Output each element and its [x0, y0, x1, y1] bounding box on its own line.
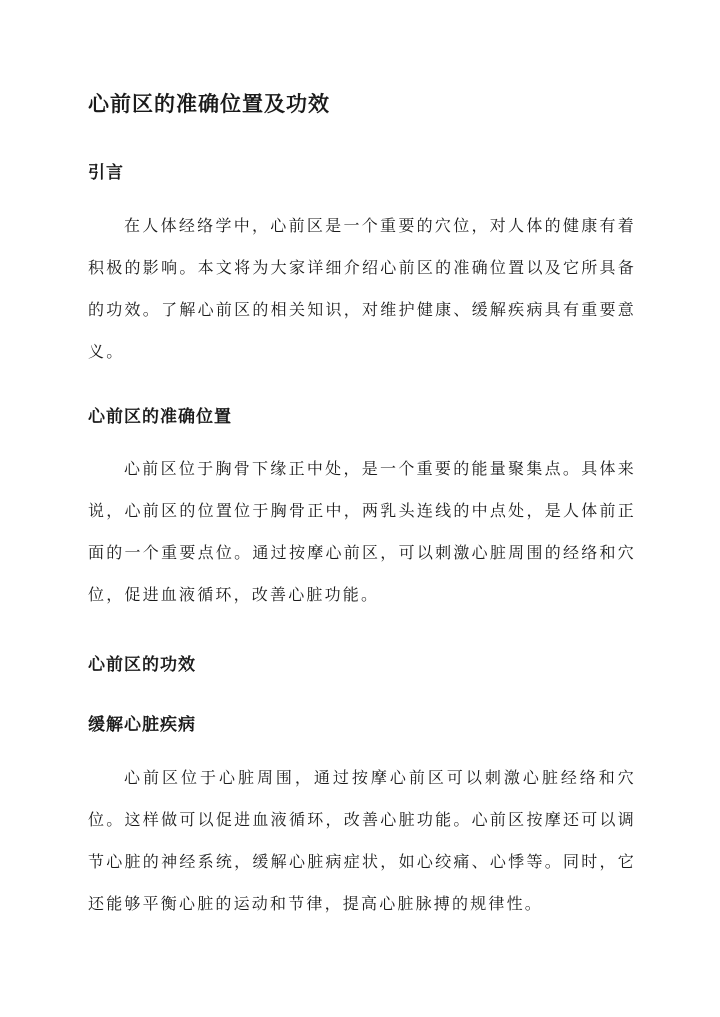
page-title: 心前区的准确位置及功效 [88, 91, 330, 116]
section-heading-intro: 引言 [88, 163, 124, 183]
intro-paragraph: 在人体经络学中，心前区是一个重要的穴位，对人体的健康有着积极的影响。本文将为大家详细介绍心前区的准确位置以及它所具备的功效。了解心前区的相关知识，对维护健康、缓解疾病具有重要意义。 [88, 216, 636, 361]
location-paragraph: 心前区位于胸骨下缘正中处，是一个重要的能量聚集点。具体来说，心前区的位置位于胸骨正中，两乳头连线的中点处，是人体前正面的一个重要点位。通过按摩心前区，可以刺激心脏周围的经络和穴位，促进血液循环，改善心脏功能。 [88, 459, 636, 604]
section-heading-effects: 心前区的功效 [88, 655, 196, 675]
section-heading-location: 心前区的准确位置 [88, 407, 232, 427]
subsection-heading-relieve-heart-disease: 缓解心脏疾病 [88, 715, 196, 735]
relieve-heart-disease-paragraph: 心前区位于心脏周围，通过按摩心前区可以刺激心脏经络和穴位。这样做可以促进血液循环，改善心脏功能。心前区按摩还可以调节心脏的神经系统，缓解心脏病症状，如心绞痛、心悸等。同时，它还能够平衡心脏的运动和节律，提高心脏脉搏的规律性。 [88, 768, 636, 913]
